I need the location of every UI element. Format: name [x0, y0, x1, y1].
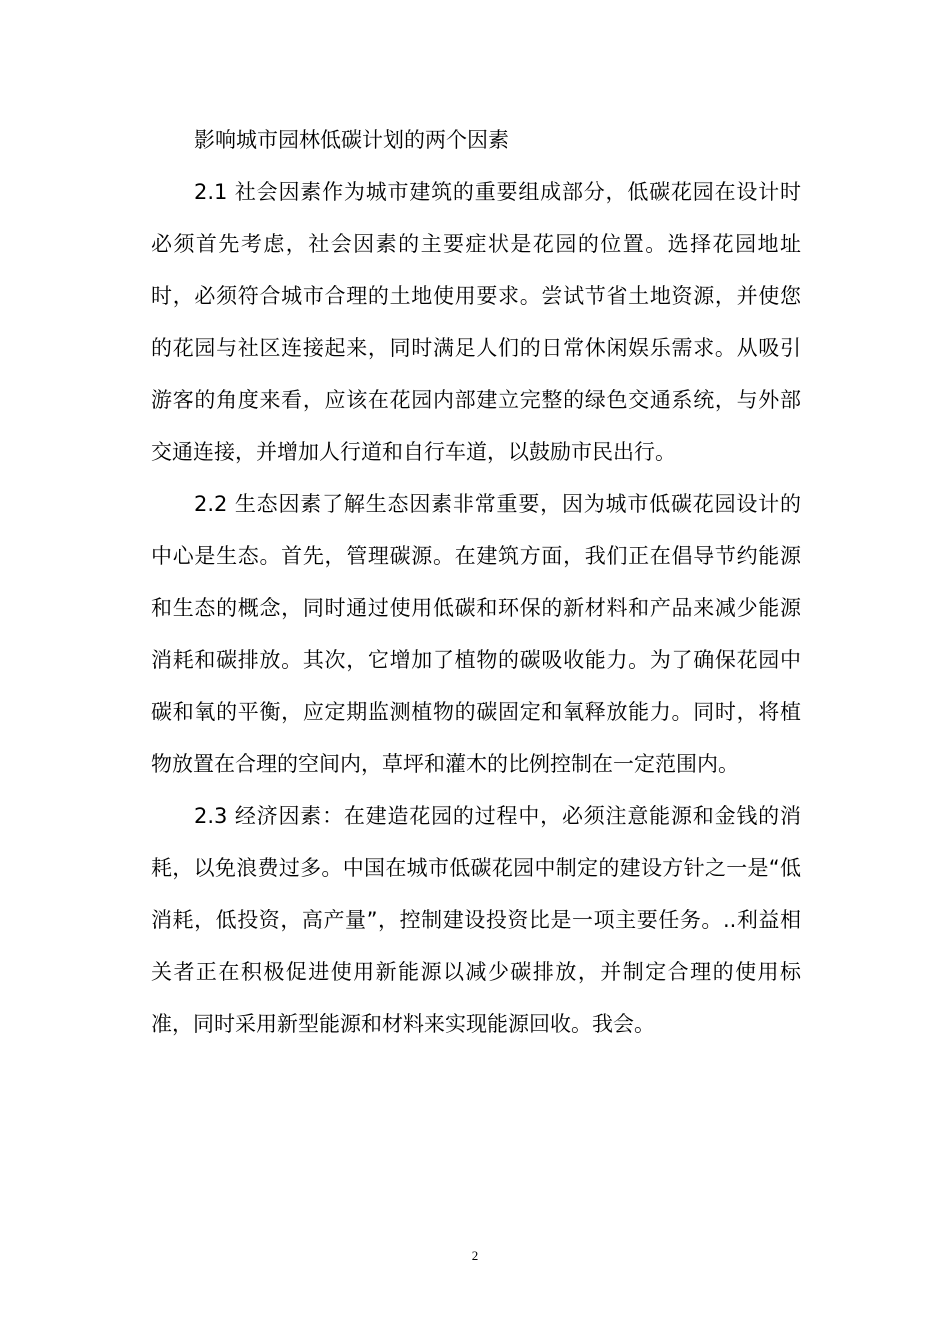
- paragraph-ecological-factors: 2.2 生态因素了解生态因素非常重要，因为城市低碳花园设计的中心是生态。首先，管理碳源。在建筑方面，我们正在倡导节约能源和生态的概念，同时通过使用低碳和环保的新材料和产品来减少能源消耗和碳排放。其次，它增加了植物的碳吸收能力。为了确保花园中碳和氧的平衡，应定期监测植物的碳固定和氧释放能力。同时，将植物放置在合理的空间内，草坪和灌木的比例控制在一定范围内。: [151, 492, 801, 776]
- section-heading: 影响城市园林低碳计划的两个因素: [194, 128, 509, 152]
- paragraph-social-factors: 2.1 社会因素作为城市建筑的重要组成部分，低碳花园在设计时必须首先考虑，社会因素的主要症状是花园的位置。选择花园地址时，必须符合城市合理的土地使用要求。尝试节省土地资源，并使您的花园与社区连接起来，同时满足人们的日常休闲娱乐需求。从吸引游客的角度来看，应该在花园内部建立完整的绿色交通系统，与外部交通连接，并增加人行道和自行车道，以鼓励市民出行。: [151, 180, 801, 464]
- document-body: [151, 114, 801, 1050]
- paragraph-economic-factors: 2.3 经济因素：在建造花园的过程中，必须注意能源和金钱的消耗，以免浪费过多。中国在城市低碳花园中制定的建设方针之一是“低消耗，低投资，高产量”，控制建设投资比是一项主要任务。..利益相关者正在积极促进使用新能源以减少碳排放，并制定合理的使用标准，同时采用新型能源和材料来实现能源回收。我会。: [151, 804, 801, 1036]
- page-number: 2: [471, 1248, 479, 1263]
